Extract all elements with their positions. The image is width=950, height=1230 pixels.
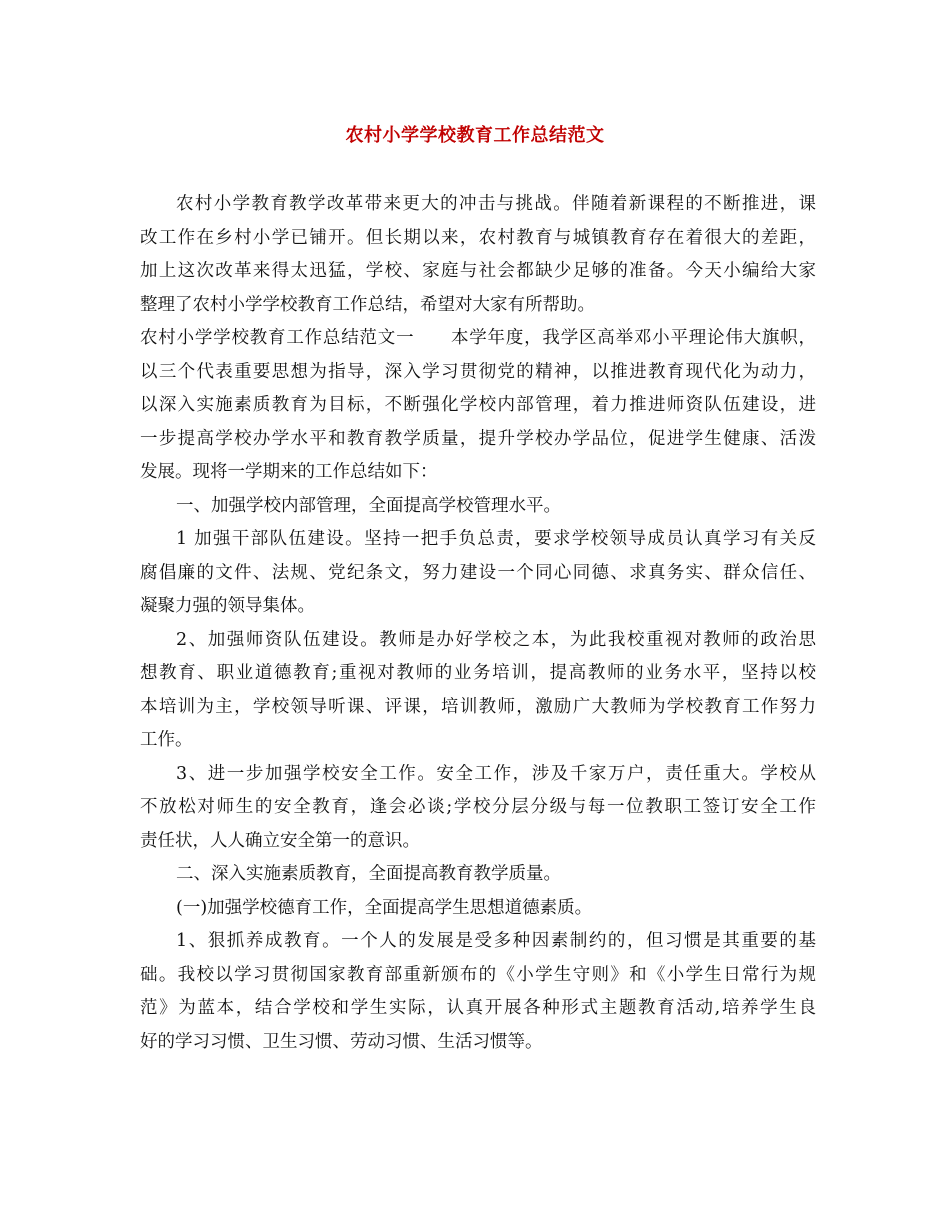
paragraph-line: 以深入实施素质教育为目标，不断强化学校内部管理，着力推进师资队伍建设，进 bbox=[140, 395, 816, 415]
paragraph-line: 整理了农村小学学校教育工作总结，希望对大家有所帮助。 bbox=[140, 294, 595, 315]
paragraph-line: 不放松对师生的安全教育，逢会必谈;学校分层分级与每一位教职工签订安全工作 bbox=[140, 797, 816, 817]
paragraph-line: 好的学习习惯、卫生习惯、劳动习惯、生活习惯等。 bbox=[140, 1031, 543, 1052]
paragraph-line: 凝聚力强的领导集体。 bbox=[140, 596, 315, 616]
paragraph-line: 改工作在乡村小学已铺开。但长期以来，农村教育与城镇教育存在着很大的差距， bbox=[140, 227, 816, 248]
paragraph-line: 发展。现将一学期来的工作总结如下： bbox=[140, 462, 438, 482]
paragraph-line: 责任状，人人确立安全第一的意识。 bbox=[140, 830, 420, 851]
paragraph-line: 以三个代表重要思想为指导，深入学习贯彻党的精神，以推进教育现代化为动力， bbox=[140, 361, 816, 382]
document-title: 农村小学学校教育工作总结范文 bbox=[345, 125, 605, 146]
paragraph-line: 二、深入实施素质教育，全面提高教育教学质量。 bbox=[176, 864, 561, 884]
paragraph-line: 础。我校以学习贯彻国家教育部重新颁布的《小学生守则》和《小学生日常行为规 bbox=[140, 964, 816, 985]
paragraph-line: 3、进一步加强学校安全工作。安全工作，涉及千家万户，责任重大。学校从 bbox=[176, 763, 816, 784]
paragraph-line: 一步提高学校办学水平和教育教学质量，提升学校办学品位，促进学生健康、活泼 bbox=[140, 428, 816, 449]
paragraph-line: 1 加强干部队伍建设。坚持一把手负总责，要求学校领导成员认真学习有关反 bbox=[176, 529, 816, 549]
paragraph-line: 加上这次改革来得太迅猛，学校、家庭与社会都缺少足够的准备。今天小编给大家 bbox=[140, 261, 816, 281]
paragraph-line: 1、狠抓养成教育。一个人的发展是受多种因素制约的，但习惯是其重要的基 bbox=[176, 931, 816, 951]
document-body bbox=[140, 188, 816, 1059]
paragraph-line: 农村小学学校教育工作总结范文一 本学年度，我学区高举邓小平理论伟大旗帜， bbox=[140, 328, 816, 348]
paragraph-line: 想教育、职业道德教育;重视对教师的业务培训，提高教师的业务水平，坚持以校 bbox=[140, 663, 816, 683]
paragraph-line: 本培训为主，学校领导听课、评课，培训教师，激励广大教师为学校教育工作努力 bbox=[140, 696, 816, 717]
paragraph-line: 2、加强师资队伍建设。教师是办好学校之本，为此我校重视对教师的政治思 bbox=[176, 629, 816, 650]
paragraph-line: 工作。 bbox=[140, 730, 193, 750]
paragraph-line: 农村小学教育教学改革带来更大的冲击与挑战。伴随着新课程的不断推进，课 bbox=[176, 194, 816, 214]
paragraph-line: 一、加强学校内部管理，全面提高学校管理水平。 bbox=[176, 495, 561, 516]
paragraph-line: 腐倡廉的文件、法规、党纪条文，努力建设一个同心同德、求真务实、群众信任、 bbox=[140, 562, 816, 583]
paragraph-line: (一)加强学校德育工作，全面提高学生思想道德素质。 bbox=[176, 897, 593, 918]
paragraph-line: 范》为蓝本，结合学校和学生实际，认真开展各种形式主题教育活动,培养学生良 bbox=[140, 998, 816, 1018]
